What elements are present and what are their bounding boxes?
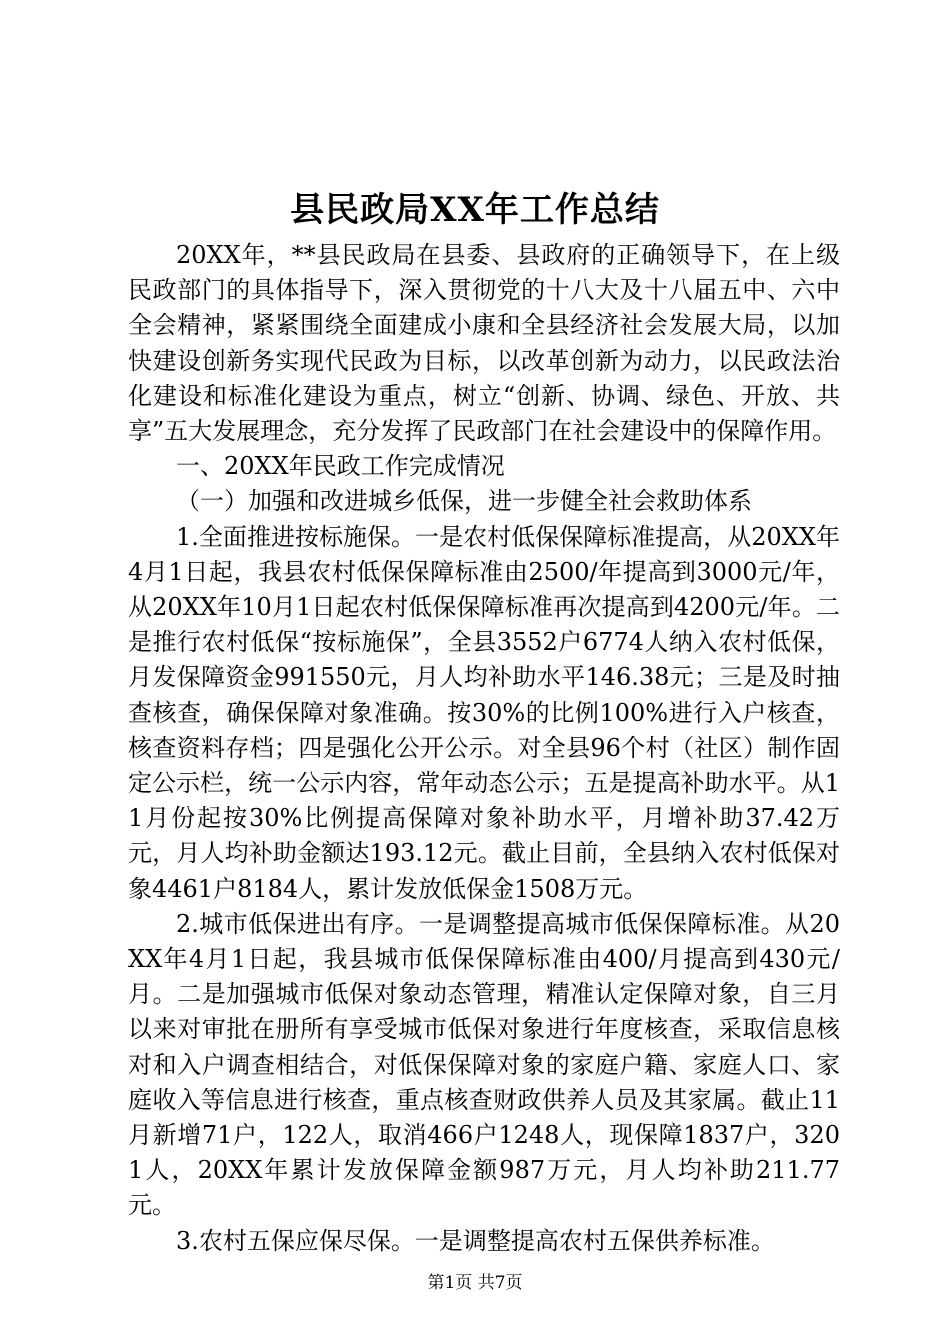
- subsection-heading: （一）加强和改进城乡低保，进一步健全社会救助体系: [176, 487, 752, 516]
- rural-subsistence-paragraph: 1.全面推进按标施保。一是农村低保保障标准提高，从20XX年4月1日起，我县农村低保保障标准由2500/年提高到3000元/年，从20XX年10月1日起农村低保保障标准再次提高到4200元/年。二是推行农村低保“按标施保”，全县3552户6774人纳入农村低保，月发保障资金991550元，月人均补助水平146.38元；三是及时抽查核查，确保保障对象准确。按30%的比例100%进行入户核查，核查资料存档；四是强化公开公示。对全县96个村（社区）制作固定公示栏，统一公示内容，常年动态公示；五是提高补助水平。从11月份起按30%比例提高保障对象补助水平，月增补助37.42万元，月人均补助金额达193.12元。截止目前，全县纳入农村低保对象4461户8184人，累计发放低保金1508万元。: [128, 522, 840, 903]
- document-title: 县民政局XX年工作总结: [290, 190, 660, 230]
- intro-paragraph: 20XX年，**县民政局在县委、县政府的正确领导下，在上级民政部门的具体指导下，深入贯彻党的十八大及十八届五中、六中全会精神，紧紧围绕全面建成小康和全县经济社会发展大局，以加快建设创新务实现代民政为目标，以改革创新为动力，以民政法治化建设和标准化建设为重点，树立“创新、协调、绿色、开放、共享”五大发展理念，充分发挥了民政部门在社会建设中的保障作用。: [128, 241, 840, 446]
- section-heading: 一、20XX年民政工作完成情况: [176, 452, 505, 481]
- page-number-footer: 第1页 共7页: [427, 1273, 523, 1293]
- rural-five-guarantee-paragraph: 3.农村五保应保尽保。一是调整提高农村五保供养标准。: [176, 1226, 775, 1255]
- document-body: [128, 238, 840, 1259]
- urban-subsistence-paragraph: 2.城市低保进出有序。一是调整提高城市低保保障标准。从20XX年4月1日起，我县城市低保保障标准由400/月提高到430元/月。二是加强城市低保对象动态管理，精准认定保障对象，自三月以来对审批在册所有享受城市低保对象进行年度核查，采取信息核对和入户调查相结合，对低保保障对象的家庭户籍、家庭人口、家庭收入等信息进行核查，重点核查财政供养人员及其家属。截止11月新增71户，122人，取消466户1248人，现保障1837户，3201人，20XX年累计发放保障金额987万元，月人均补助211.77元。: [128, 909, 840, 1220]
